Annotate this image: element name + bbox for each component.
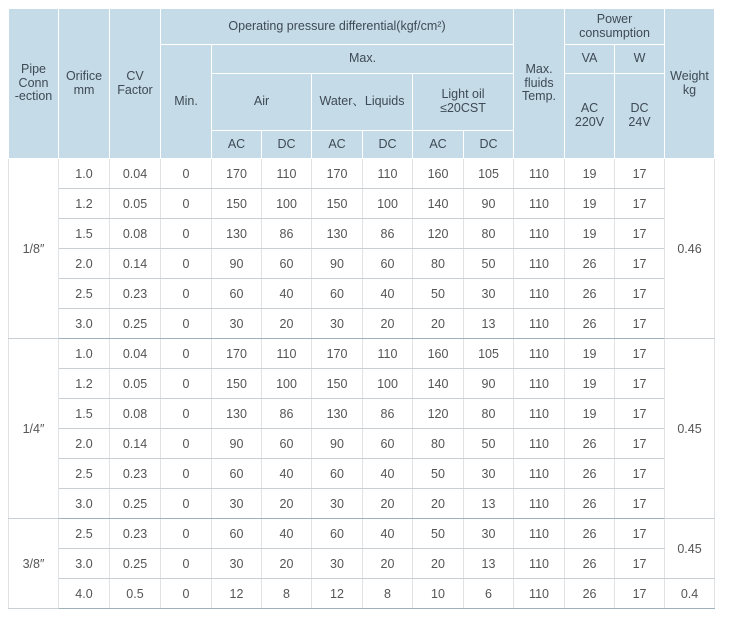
min-cell: 0: [161, 339, 212, 369]
oil-ac-cell: 10: [413, 579, 464, 609]
cv-cell: 0.23: [110, 279, 161, 309]
oil-ac-cell: 20: [413, 309, 464, 339]
w-cell: 17: [615, 489, 665, 519]
table-row: [9, 489, 715, 519]
oil-dc-cell: 30: [464, 459, 514, 489]
min-cell: 0: [161, 369, 212, 399]
air-dc-cell: 8: [262, 579, 312, 609]
orifice-cell: 3.0: [59, 489, 110, 519]
water-ac-cell: 150: [312, 369, 363, 399]
air-ac-cell: 130: [212, 399, 262, 429]
oil-dc-cell: 13: [464, 489, 514, 519]
cv-factor-header: CV Factor: [110, 9, 161, 159]
water-liquids-header: Water、Liquids: [312, 74, 413, 131]
temp-cell: 110: [514, 249, 565, 279]
water-dc-cell: 20: [363, 549, 413, 579]
pipe-connection-cell: 1/4″: [9, 339, 59, 519]
water-dc-cell: 110: [363, 159, 413, 189]
oil-ac-cell: 80: [413, 249, 464, 279]
w-cell: 17: [615, 249, 665, 279]
water-dc-cell: 20: [363, 309, 413, 339]
va-cell: 19: [565, 399, 615, 429]
min-header: Min.: [161, 45, 212, 159]
cv-cell: 0.08: [110, 219, 161, 249]
air-dc-cell: 40: [262, 519, 312, 549]
va-cell: 26: [565, 249, 615, 279]
oil-dc-cell: 30: [464, 279, 514, 309]
w-cell: 17: [615, 189, 665, 219]
dc-24v-header: DC 24V: [615, 74, 665, 159]
table-row: [9, 519, 715, 549]
cv-cell: 0.25: [110, 489, 161, 519]
pipe-connection-header: Pipe Conn -ection: [9, 9, 59, 159]
air-dc-cell: 110: [262, 339, 312, 369]
cv-cell: 0.25: [110, 549, 161, 579]
water-dc-cell: 86: [363, 399, 413, 429]
table-row: [9, 549, 715, 579]
temp-cell: 110: [514, 159, 565, 189]
air-dc-cell: 20: [262, 549, 312, 579]
orifice-cell: 2.0: [59, 249, 110, 279]
water-ac-cell: 130: [312, 219, 363, 249]
oil-dc-cell: 80: [464, 399, 514, 429]
water-ac-cell: 90: [312, 429, 363, 459]
va-cell: 26: [565, 429, 615, 459]
oil-ac-cell: 50: [413, 459, 464, 489]
water-dc-cell: 100: [363, 189, 413, 219]
oil-dc-cell: 90: [464, 369, 514, 399]
orifice-cell: 2.0: [59, 429, 110, 459]
orifice-cell: 2.5: [59, 279, 110, 309]
min-cell: 0: [161, 249, 212, 279]
cv-cell: 0.23: [110, 519, 161, 549]
air-ac-cell: 60: [212, 459, 262, 489]
water-ac-cell: 60: [312, 279, 363, 309]
water-dc-cell: 20: [363, 489, 413, 519]
va-cell: 26: [565, 579, 615, 609]
table-row: [9, 219, 715, 249]
weight-cell: 0.4: [665, 579, 715, 609]
pipe-connection-cell: 1/8″: [9, 159, 59, 339]
air-dc-cell: 20: [262, 489, 312, 519]
w-cell: 17: [615, 459, 665, 489]
min-cell: 0: [161, 219, 212, 249]
power-consumption-header: Power consumption: [565, 9, 665, 45]
va-cell: 19: [565, 159, 615, 189]
oil-dc-cell: 50: [464, 249, 514, 279]
va-cell: 19: [565, 369, 615, 399]
table-row: [9, 369, 715, 399]
air-ac-cell: 30: [212, 549, 262, 579]
table-row: [9, 459, 715, 489]
oil-dc-cell: 105: [464, 159, 514, 189]
temp-cell: 110: [514, 309, 565, 339]
table-row: [9, 309, 715, 339]
water-ac-cell: 90: [312, 249, 363, 279]
water-ac-cell: 30: [312, 549, 363, 579]
min-cell: 0: [161, 429, 212, 459]
air-dc-cell: 86: [262, 219, 312, 249]
min-cell: 0: [161, 579, 212, 609]
air-ac-cell: 60: [212, 279, 262, 309]
ac-220v-header: AC 220V: [565, 74, 615, 159]
cv-cell: 0.05: [110, 369, 161, 399]
oil-dc-cell: 13: [464, 549, 514, 579]
weight-cell: 0.46: [665, 159, 715, 339]
orifice-header: Orifice mm: [59, 9, 110, 159]
va-cell: 26: [565, 519, 615, 549]
cv-cell: 0.5: [110, 579, 161, 609]
water-ac-header: AC: [312, 131, 363, 159]
water-dc-cell: 110: [363, 339, 413, 369]
air-dc-header: DC: [262, 131, 312, 159]
water-ac-cell: 170: [312, 159, 363, 189]
air-ac-cell: 150: [212, 369, 262, 399]
oil-ac-header: AC: [413, 131, 464, 159]
temp-cell: 110: [514, 519, 565, 549]
temp-cell: 110: [514, 339, 565, 369]
va-cell: 19: [565, 189, 615, 219]
oil-ac-cell: 20: [413, 549, 464, 579]
min-cell: 0: [161, 549, 212, 579]
temp-cell: 110: [514, 219, 565, 249]
va-cell: 26: [565, 279, 615, 309]
water-ac-cell: 30: [312, 309, 363, 339]
water-ac-cell: 60: [312, 459, 363, 489]
light-oil-header: Light oil ≤20CST: [413, 74, 514, 131]
temp-cell: 110: [514, 459, 565, 489]
water-dc-cell: 86: [363, 219, 413, 249]
cv-cell: 0.05: [110, 189, 161, 219]
air-dc-cell: 60: [262, 429, 312, 459]
temp-cell: 110: [514, 549, 565, 579]
oil-ac-cell: 140: [413, 189, 464, 219]
va-cell: 26: [565, 459, 615, 489]
water-ac-cell: 170: [312, 339, 363, 369]
water-ac-cell: 150: [312, 189, 363, 219]
oil-dc-cell: 13: [464, 309, 514, 339]
water-dc-cell: 40: [363, 519, 413, 549]
table-row: [9, 429, 715, 459]
temp-cell: 110: [514, 279, 565, 309]
w-cell: 17: [615, 399, 665, 429]
oil-dc-cell: 50: [464, 429, 514, 459]
orifice-cell: 1.2: [59, 369, 110, 399]
air-dc-cell: 40: [262, 279, 312, 309]
min-cell: 0: [161, 399, 212, 429]
w-cell: 17: [615, 549, 665, 579]
water-dc-header: DC: [363, 131, 413, 159]
spec-table: [8, 8, 715, 609]
va-cell: 26: [565, 489, 615, 519]
air-dc-cell: 86: [262, 399, 312, 429]
max-header: Max.: [212, 45, 514, 74]
oil-ac-cell: 160: [413, 159, 464, 189]
oil-dc-cell: 80: [464, 219, 514, 249]
min-cell: 0: [161, 489, 212, 519]
oil-ac-cell: 50: [413, 519, 464, 549]
oil-dc-cell: 6: [464, 579, 514, 609]
air-ac-cell: 30: [212, 489, 262, 519]
orifice-cell: 1.0: [59, 159, 110, 189]
temp-cell: 110: [514, 189, 565, 219]
water-dc-cell: 60: [363, 429, 413, 459]
pipe-connection-cell: 3/8″: [9, 519, 59, 609]
air-ac-cell: 60: [212, 519, 262, 549]
oil-ac-cell: 80: [413, 429, 464, 459]
temp-cell: 110: [514, 369, 565, 399]
oil-ac-cell: 120: [413, 399, 464, 429]
air-dc-cell: 110: [262, 159, 312, 189]
air-ac-cell: 130: [212, 219, 262, 249]
orifice-cell: 1.5: [59, 399, 110, 429]
oil-ac-cell: 120: [413, 219, 464, 249]
w-cell: 17: [615, 369, 665, 399]
weight-cell: 0.45: [665, 339, 715, 519]
temp-cell: 110: [514, 429, 565, 459]
orifice-cell: 1.0: [59, 339, 110, 369]
table-row: [9, 249, 715, 279]
oil-dc-cell: 90: [464, 189, 514, 219]
water-dc-cell: 100: [363, 369, 413, 399]
orifice-cell: 1.5: [59, 219, 110, 249]
air-header: Air: [212, 74, 312, 131]
water-ac-cell: 60: [312, 519, 363, 549]
weight-header: Weight kg: [665, 9, 715, 159]
cv-cell: 0.08: [110, 399, 161, 429]
air-ac-cell: 90: [212, 249, 262, 279]
table-body: [9, 159, 715, 609]
min-cell: 0: [161, 459, 212, 489]
min-cell: 0: [161, 309, 212, 339]
orifice-cell: 3.0: [59, 309, 110, 339]
air-ac-header: AC: [212, 131, 262, 159]
va-cell: 26: [565, 549, 615, 579]
orifice-cell: 4.0: [59, 579, 110, 609]
table-row: [9, 339, 715, 369]
water-dc-cell: 40: [363, 459, 413, 489]
cv-cell: 0.25: [110, 309, 161, 339]
table-row: [9, 579, 715, 609]
oil-dc-cell: 105: [464, 339, 514, 369]
air-dc-cell: 100: [262, 189, 312, 219]
w-cell: 17: [615, 219, 665, 249]
operating-pressure-header: Operating pressure differential(kgf/cm²): [161, 9, 514, 45]
air-ac-cell: 170: [212, 339, 262, 369]
cv-cell: 0.14: [110, 429, 161, 459]
w-cell: 17: [615, 309, 665, 339]
oil-ac-cell: 20: [413, 489, 464, 519]
orifice-cell: 3.0: [59, 549, 110, 579]
va-cell: 26: [565, 309, 615, 339]
oil-ac-cell: 160: [413, 339, 464, 369]
air-ac-cell: 150: [212, 189, 262, 219]
water-dc-cell: 60: [363, 249, 413, 279]
min-cell: 0: [161, 519, 212, 549]
air-ac-cell: 90: [212, 429, 262, 459]
orifice-cell: 2.5: [59, 459, 110, 489]
cv-cell: 0.04: [110, 159, 161, 189]
air-dc-cell: 100: [262, 369, 312, 399]
oil-dc-cell: 30: [464, 519, 514, 549]
table-row: [9, 159, 715, 189]
va-header: VA: [565, 45, 615, 74]
w-cell: 17: [615, 519, 665, 549]
w-cell: 17: [615, 579, 665, 609]
orifice-cell: 2.5: [59, 519, 110, 549]
air-ac-cell: 170: [212, 159, 262, 189]
table-row: [9, 399, 715, 429]
min-cell: 0: [161, 189, 212, 219]
weight-cell: 0.45: [665, 519, 715, 579]
table-row: [9, 189, 715, 219]
water-dc-cell: 40: [363, 279, 413, 309]
va-cell: 19: [565, 219, 615, 249]
oil-ac-cell: 50: [413, 279, 464, 309]
cv-cell: 0.14: [110, 249, 161, 279]
orifice-cell: 1.2: [59, 189, 110, 219]
max-temp-header: Max. fluids Temp.: [514, 9, 565, 159]
air-ac-cell: 12: [212, 579, 262, 609]
air-ac-cell: 30: [212, 309, 262, 339]
temp-cell: 110: [514, 489, 565, 519]
air-dc-cell: 40: [262, 459, 312, 489]
cv-cell: 0.04: [110, 339, 161, 369]
temp-cell: 110: [514, 399, 565, 429]
water-ac-cell: 30: [312, 489, 363, 519]
w-cell: 17: [615, 429, 665, 459]
w-cell: 17: [615, 159, 665, 189]
oil-ac-cell: 140: [413, 369, 464, 399]
cv-cell: 0.23: [110, 459, 161, 489]
water-dc-cell: 8: [363, 579, 413, 609]
table-row: [9, 279, 715, 309]
min-cell: 0: [161, 279, 212, 309]
oil-dc-header: DC: [464, 131, 514, 159]
temp-cell: 110: [514, 579, 565, 609]
w-cell: 17: [615, 339, 665, 369]
w-cell: 17: [615, 279, 665, 309]
air-dc-cell: 20: [262, 309, 312, 339]
air-dc-cell: 60: [262, 249, 312, 279]
va-cell: 19: [565, 339, 615, 369]
min-cell: 0: [161, 159, 212, 189]
water-ac-cell: 130: [312, 399, 363, 429]
w-header: W: [615, 45, 665, 74]
water-ac-cell: 12: [312, 579, 363, 609]
